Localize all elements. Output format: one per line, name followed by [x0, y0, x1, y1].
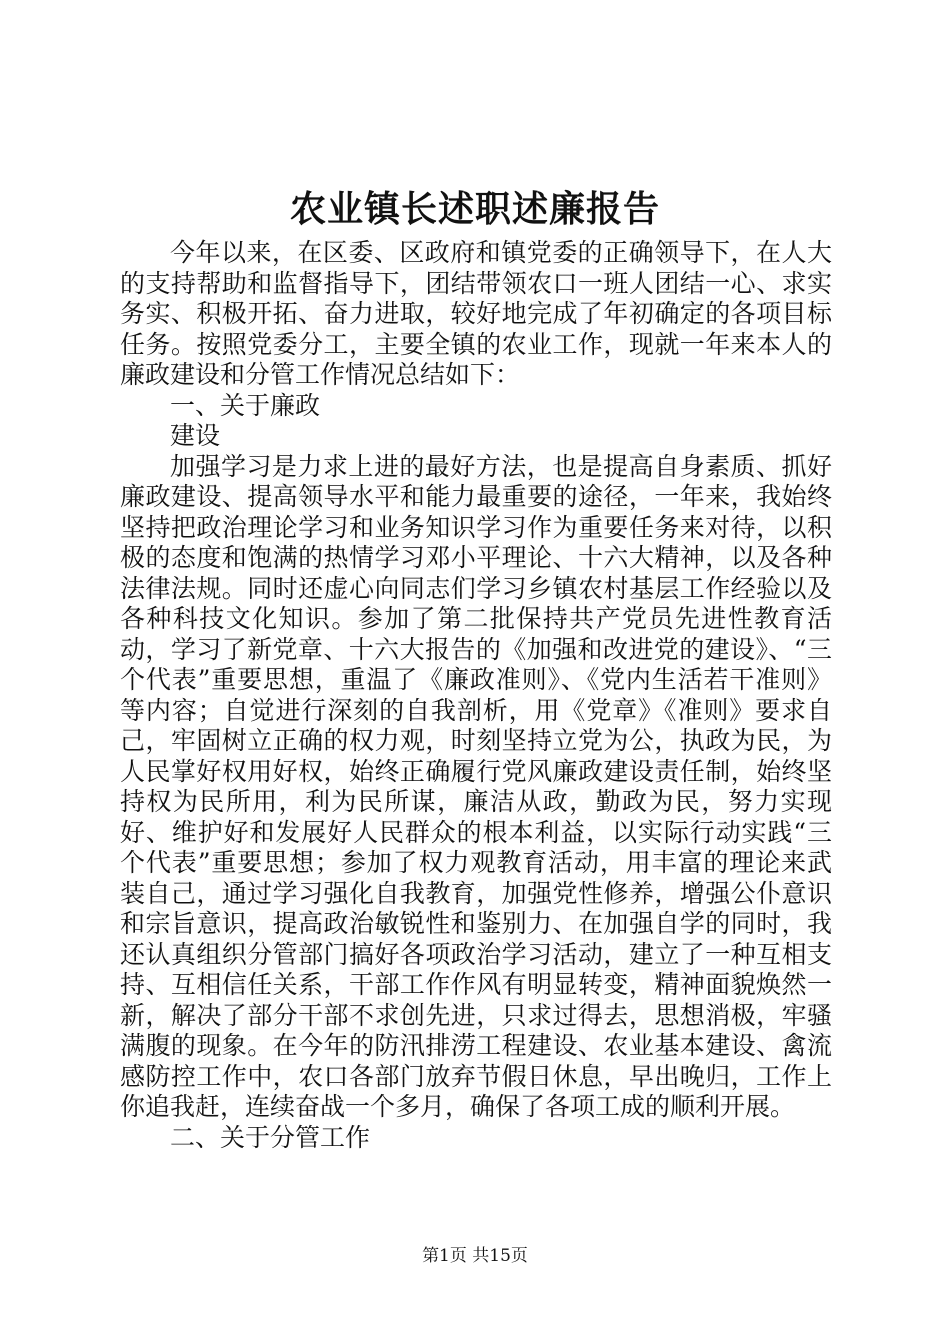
- section1-paragraph: 加强学习是力求上进的最好方法，也是提高自身素质、抓好廉政建设、提高领导水平和能力最重要的途径，一年来，我始终坚持把政治理论学习和业务知识学习作为重要任务来对待，以积极的态度和饱满的热情学习邓小平理论、十六大精神，以及各种法律法规。同时还虚心向同志们学习乡镇农村基层工作经验以及各种科技文化知识。参加了第二批保持共产党员先进性教育活动，学习了新党章、十六大报告的《加强和改进党的建设》、“三个代表”重要思想，重温了《廉政准则》、《党内生活若干准则》等内容；自觉进行深刻的自我剖析，用《党章》《准则》要求自己，牢固树立正确的权力观，时刻坚持立党为公，执政为民，为人民掌好权用好权，始终正确履行党风廉政建设责任制，始终坚持权为民所用，利为民所谋，廉洁从政，勤政为民，努力实现好、维护好和发展好人民群众的根本利益，以实际行动实践“三个代表”重要思想；参加了权力观教育活动，用丰富的理论来武装自己，通过学习强化自我教育，加强党性修养，增强公仆意识和宗旨意识，提高政治敏锐性和鉴别力、在加强自学的同时，我还认真组织分管部门搞好各项政治学习活动，建立了一种互相支持、互相信任关系，干部工作作风有明显转变，精神面貌焕然一新，解决了部分干部不求创先进，只求过得去，思想消极，牢骚满腹的现象。在今年的防汛排涝工程建设、农业基本建设、禽流感防控工作中，农口各部门放弃节假日休息，早出晚归，工作上你追我赶，连续奋战一个多月，确保了各项工成的顺利开展。: [120, 451, 832, 1121]
- intro-paragraph: 今年以来，在区委、区政府和镇党委的正确领导下，在人大的支持帮助和监督指导下，团结带领农口一班人团结一心、求实务实、积极开拓、奋力进取，较好地完成了年初确定的各项目标任务。按照党委分工，主要全镇的农业工作，现就一年来本人的廉政建设和分管工作情况总结如下：: [120, 238, 832, 389]
- section1-heading: 一、关于廉政: [170, 390, 321, 420]
- page-number-footer: 第1页 共15页: [422, 1246, 528, 1266]
- section1-heading-continuation: 建设: [170, 421, 221, 450]
- section2-heading: 二、关于分管工作: [170, 1122, 371, 1152]
- document-title: 农业镇长述职述廉报告: [289, 188, 660, 230]
- document-body: [120, 238, 832, 1153]
